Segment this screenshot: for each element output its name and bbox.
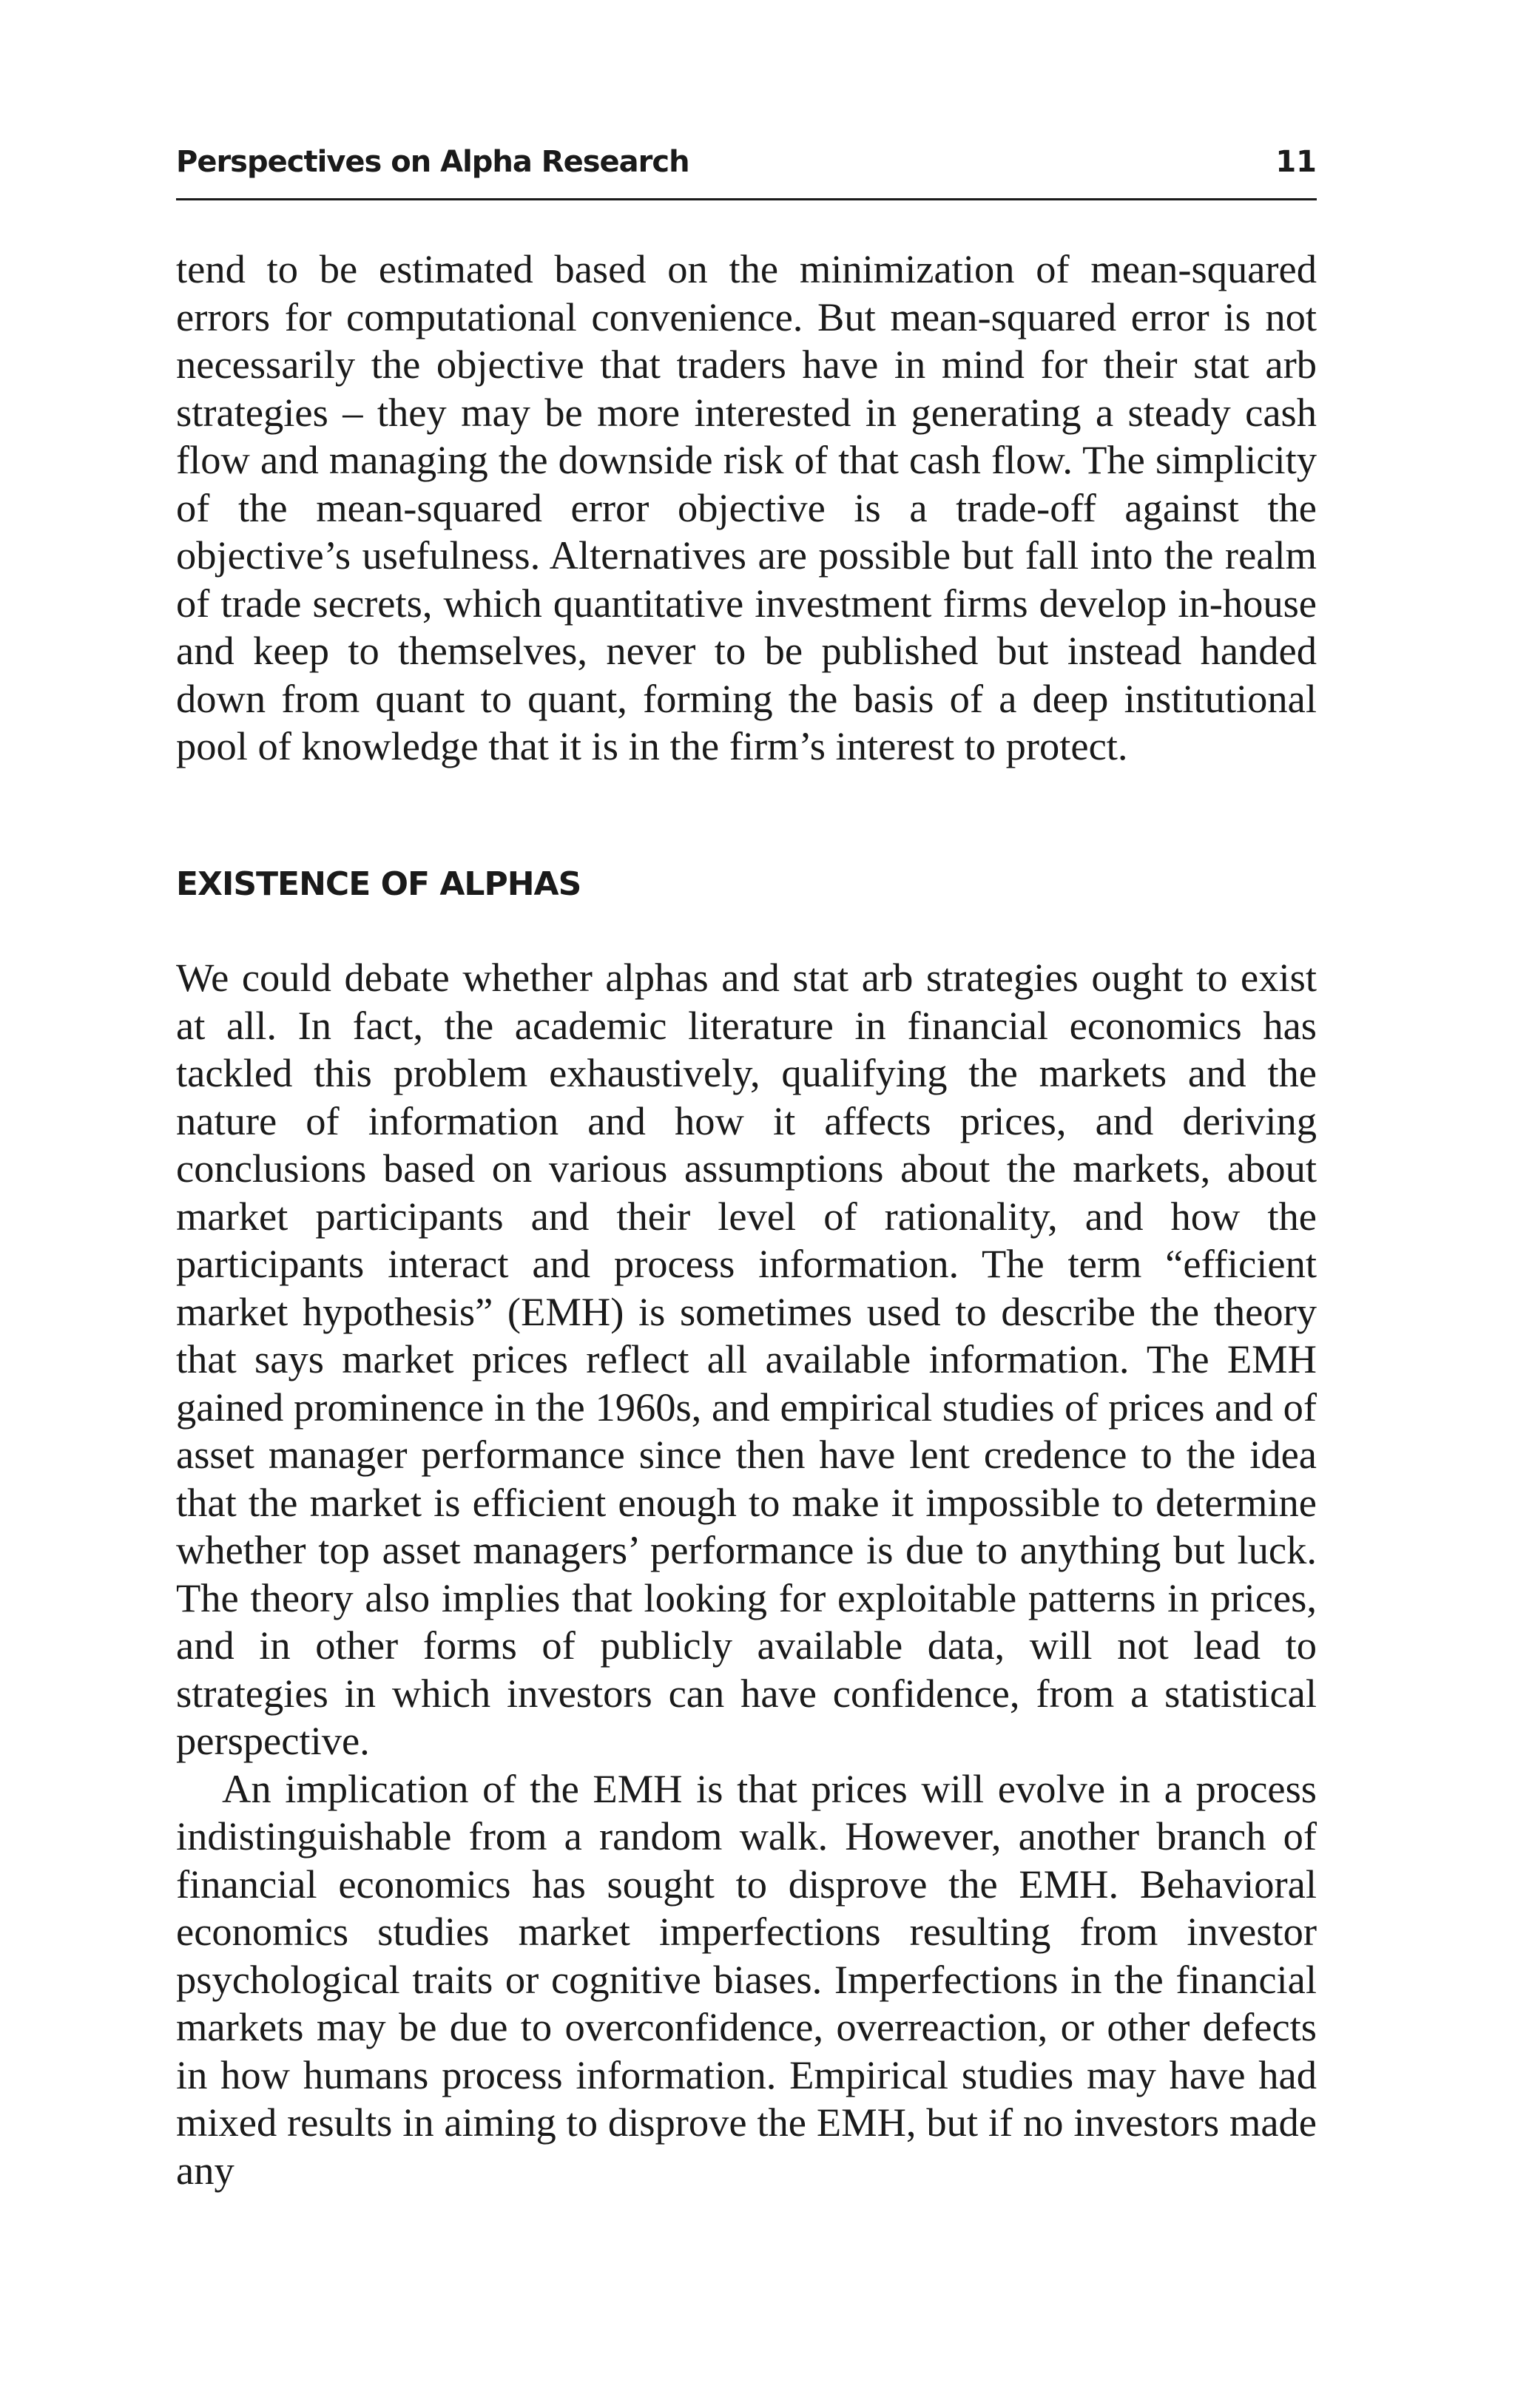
- body-paragraph: tend to be estimated based on the minimization of mean-squared errors for computational convenience. But mean-squared error is not necessarily the objective that traders have in mind for their stat arb strategies – they may be more interested in generating a steady cash flow and managing the downside risk of that cash flow. The simplicity of the mean-squared error objective is a trade-off against the objective’s usefulness. Alternatives are possible but fall into the realm of trade secrets, which quantitative investment firms develop in-house and keep to themselves, never to be published but instead handed down from quant to quant, forming the basis of a deep institutional pool of knowledge that it is in the firm’s interest to protect.: [176, 246, 1317, 768]
- body-text-top: [176, 246, 1317, 771]
- running-title: Perspectives on Alpha Research: [176, 145, 689, 179]
- body-paragraph: An implication of the EMH is that prices will evolve in a process indistinguishable from a random walk. However, another branch of financial economics has sought to disprove the EMH. Behavioral economics studies market imperfections resulting from investor psychological traits or cognitive biases. Imperfections in the financial markets may be due to overconfidence, overreaction, or other defects in how humans process information. Empirical studies may have had mixed results in aiming to disprove the EMH, but if no investors made any: [176, 1765, 1317, 2193]
- section-heading: EXISTENCE OF ALPHAS: [176, 865, 581, 903]
- body-text-section: [176, 954, 1317, 2194]
- running-header: [176, 145, 1317, 200]
- body-paragraph: We could debate whether alphas and stat arb strategies ought to exist at all. In fact, the academic literature in financial economics has tackled this problem exhaustively, qualifying the markets and the nature of information and how it affects prices, and deriving conclusions based on various assumptions about the markets, about market participants and their level of rationality, and how the participants interact and process information. The term “efficient market hypothesis” (EMH) is sometimes used to describe the theory that says market prices reflect all available information. The EMH gained prominence in the 1960s, and empirical studies of prices and of asset manager performance since then have lent credence to the idea that the market is efficient enough to make it impossible to determine whether top asset managers’ performance is due to anything but luck. The theory also implies that looking for exploitable patterns in prices, and in other forms of publicly available data, will not lead to strategies in which investors can have confidence, from a statistical perspective.: [176, 955, 1317, 1763]
- page-number: 11: [1275, 145, 1317, 179]
